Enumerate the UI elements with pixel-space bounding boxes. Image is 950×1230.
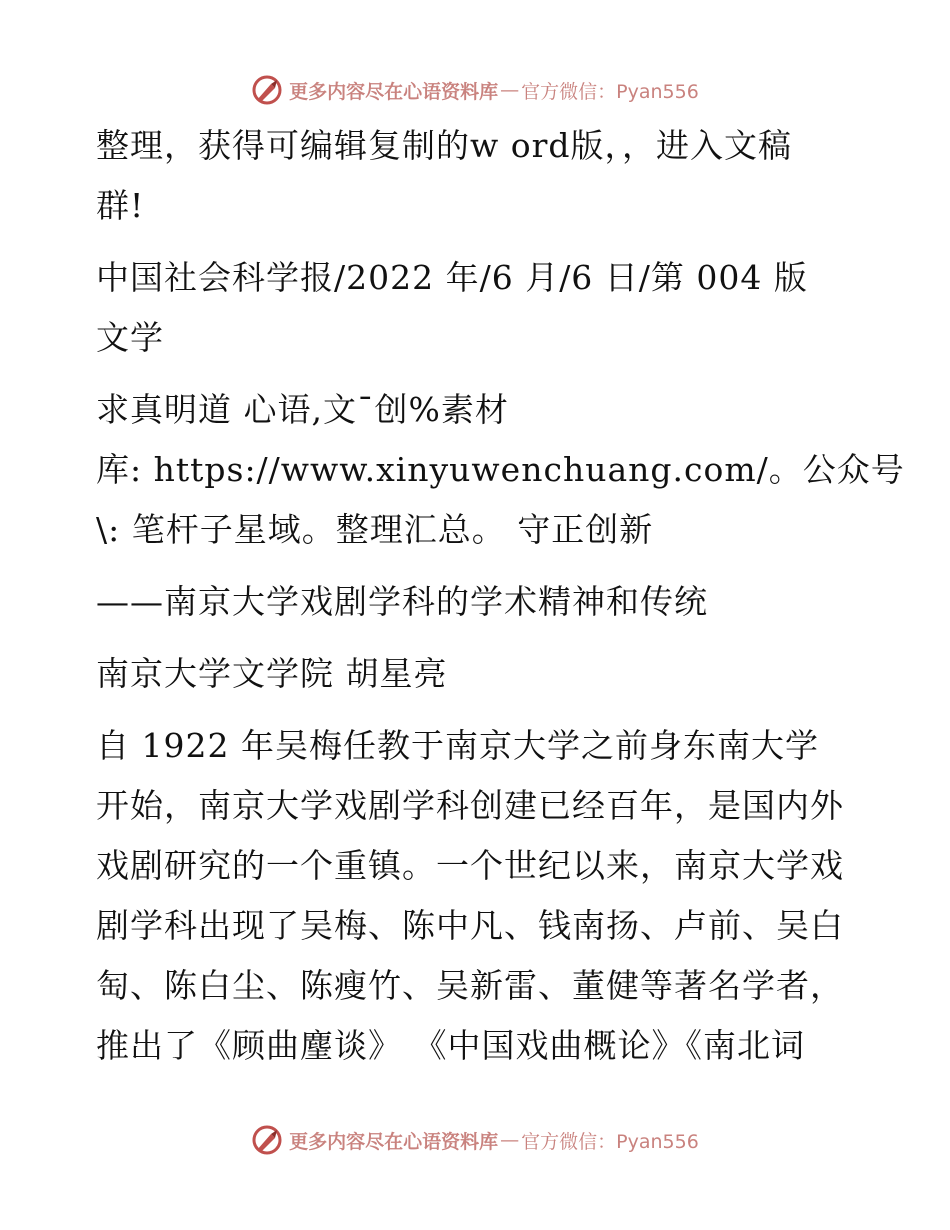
banner-wechat: 官方微信：Pyan556 [521,80,699,103]
paragraph-notice [96,380,905,560]
text-line: 剧学科出现了吴梅、陈中凡、钱南扬、卢前、吴白 [96,906,844,945]
banner-title: 更多内容尽在心语资料库 [289,80,499,103]
banner-wechat: 官方微信：Pyan556 [521,1130,699,1153]
text-line: 文学 [96,318,164,357]
text-line: 求真明道 心语,文¯创%素材 [96,390,509,429]
text-line: 匋、陈白尘、陈瘦竹、吴新雷、董健等著名学者， [96,966,844,1005]
banner-separator: — [500,79,520,101]
document-body [96,116,905,1088]
paragraph-source [96,248,856,368]
pen-logo-icon [251,74,283,106]
footer-banner [0,1120,950,1160]
banner-title: 更多内容尽在心语资料库 [289,1130,499,1153]
paragraph-author [96,644,856,704]
text-line: 整理，获得可编辑复制的w ord版，，进入文稿 [96,126,793,165]
banner-separator: — [500,1129,520,1151]
text-line: \: 笔杆子星域。整理汇总。 守正创新 [96,510,654,549]
text-line: 南京大学文学院 胡星亮 [96,654,448,693]
text-line: 戏剧研究的一个重镇。一个世纪以来，南京大学戏 [96,846,844,885]
pen-logo-icon [251,1124,283,1156]
paragraph-body [96,716,856,1076]
text-line: 中国社会科学报/2022 年/6 月/6 日/第 004 版 [96,258,808,297]
text-line: 群! [96,186,145,225]
text-line: 库: https://www.xinyuwenchuang.com/。公众号 [96,450,905,489]
paragraph-intro [96,116,856,236]
text-line: 推出了《顾曲麈谈》 《中国戏曲概论》《南北词 [96,1026,805,1065]
header-banner [0,70,950,110]
paragraph-subtitle [96,572,856,632]
text-line: 自 1922 年吴梅任教于南京大学之前身东南大学 [96,726,819,765]
text-line: ——南京大学戏剧学科的学术精神和传统 [96,582,708,621]
text-line: 开始，南京大学戏剧学科创建已经百年，是国内外 [96,786,844,825]
